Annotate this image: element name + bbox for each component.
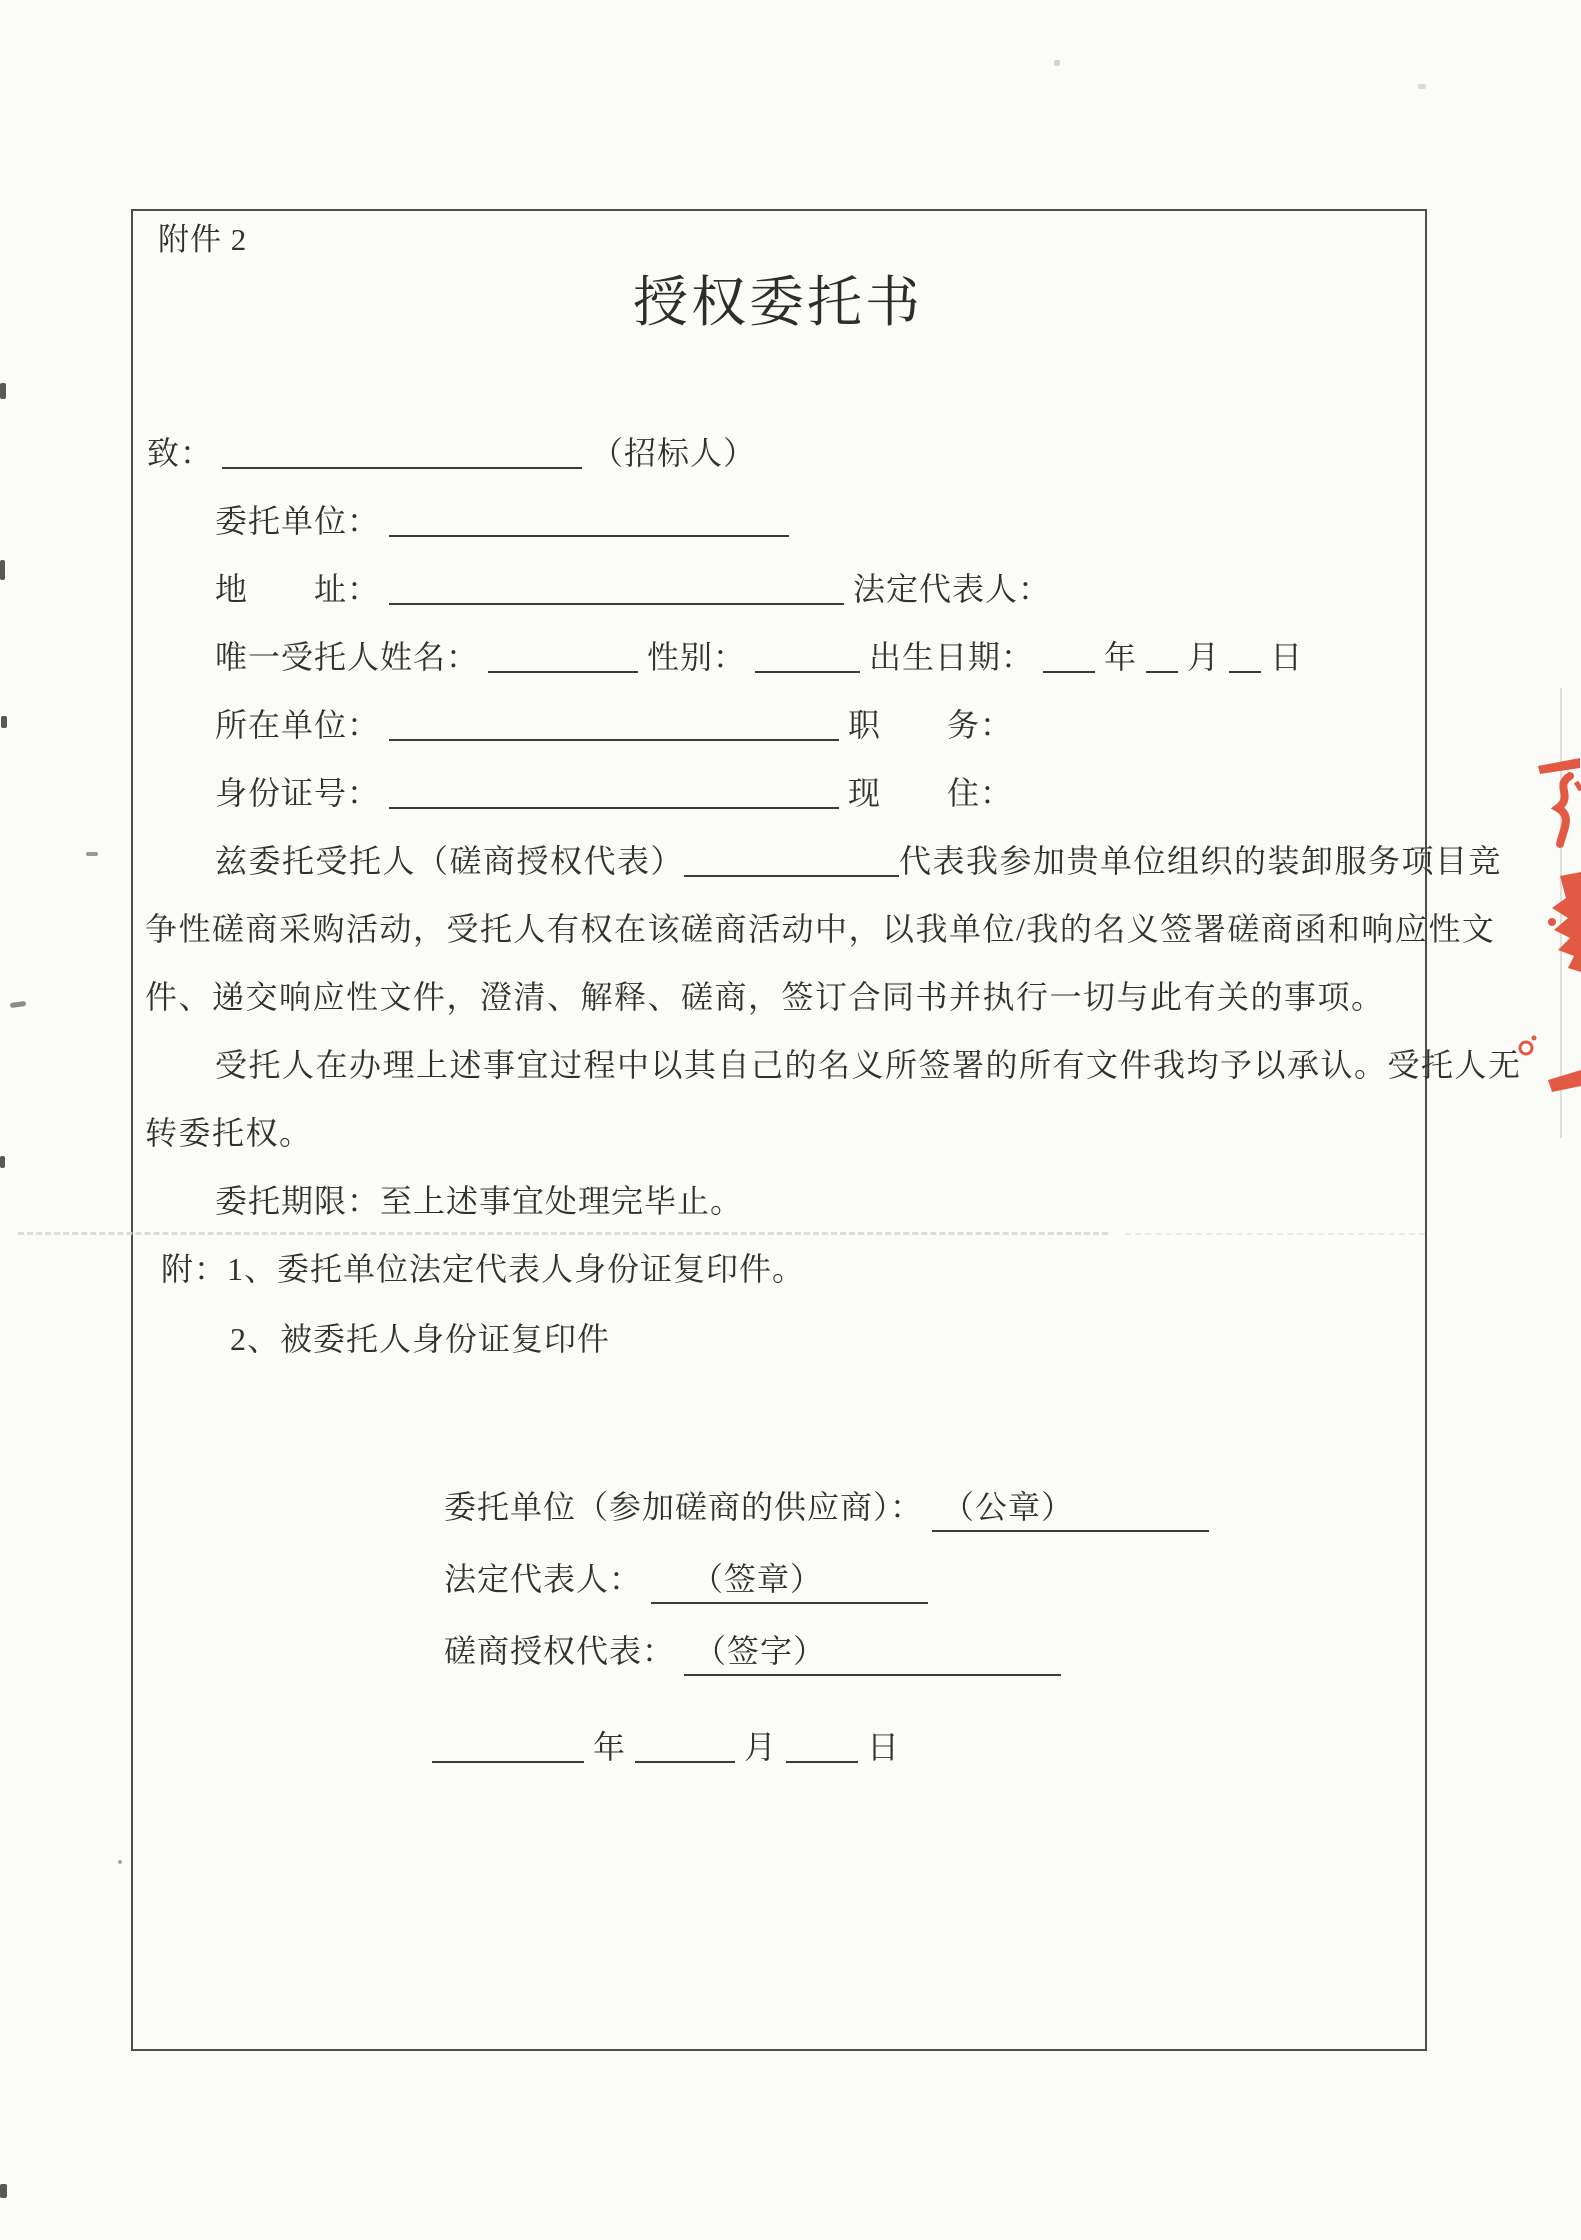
para1-line3: 件、递交响应性文件，澄清、解释、磋商，签订合同书并执行一切与此有关的事项。 [145,979,1385,1015]
agent-sign-hint: （签字） [694,1633,827,1669]
position-label: 职 务： [848,707,1014,743]
entrust-unit-label: 委托单位： [215,503,381,539]
signature-agent-row [444,1626,1061,1676]
para1-line2: 争性磋商采购活动，受托人有权在该磋商活动中，以我单位/我的名义签署磋商函和响应性文 [145,911,1496,947]
signature-date-row [432,1722,900,1768]
work-unit-label: 所在单位： [215,707,381,743]
trustee-name-label: 唯一受托人姓名： [215,639,480,675]
birth-year-blank-field [1043,639,1095,673]
month-char: 月 [1187,639,1221,675]
day-char: 日 [867,1729,901,1765]
trustee-row [215,632,1303,678]
attachment-item-1: 附：1、委托单位法定代表人身份证复印件。 [161,1251,806,1287]
scan-speck [0,1156,5,1168]
id-number-row [215,768,1013,814]
para2-line1 [145,1040,1522,1086]
entrust-unit-row [215,496,789,542]
scan-artifact-horizontal-line [18,1232,1108,1235]
address-label: 地 址： [215,571,381,607]
scan-artifact-horizontal-line-faint [1125,1233,1425,1235]
signature-legal-rep-label: 法定代表人： [444,1561,643,1597]
scan-speck [0,2184,7,2198]
scan-speck [10,1001,27,1008]
signature-legal-rep-row [444,1554,928,1604]
signature-unit-label: 委托单位（参加磋商的供应商）： [444,1489,924,1525]
para1-line1 [145,836,1502,882]
para1-post-text: 代表我参加贵单位组织的装卸服务项目竞 [899,843,1503,879]
para1-pre-text: 兹委托受托人（磋商授权代表） [215,843,685,879]
month-char: 月 [744,1729,778,1765]
term-line: 委托期限：至上述事宜处理完毕止。 [215,1183,744,1219]
birth-date-label: 出生日期： [869,639,1035,675]
signature-agent-label: 磋商授权代表： [444,1633,676,1669]
legal-rep-label: 法定代表人： [853,571,1052,607]
address-row [215,564,1051,610]
date-day-blank-field [786,1729,858,1763]
birth-month-blank-field [1146,639,1178,673]
year-char: 年 [1104,639,1138,675]
red-seal-fragment [1530,752,1581,852]
scan-speck [0,560,5,580]
entrust-unit-blank-field [389,503,789,537]
legal-rep-sign-field [651,1554,928,1604]
signature-unit-row [444,1482,1209,1532]
document-title: 授权委托书 [632,272,923,333]
scan-speck [86,852,98,856]
day-char: 日 [1270,639,1304,675]
id-number-blank-field [389,775,839,809]
red-seal-fragment [1510,1032,1581,1098]
tenderer-hint: （招标人） [591,435,757,471]
company-seal-field [932,1482,1209,1532]
id-number-label: 身份证号： [215,775,381,811]
company-seal-hint: （公章） [942,1489,1075,1525]
scan-speck [0,383,6,399]
document-border [131,209,1427,2051]
gender-label: 性别： [647,639,747,675]
attachment-item-2: 2、被委托人身份证复印件 [230,1321,611,1357]
work-unit-row [215,700,1013,746]
agent-sign-field [684,1626,1061,1676]
address-blank-field [389,571,844,605]
birth-day-blank-field [1229,639,1261,673]
residence-label: 现 住： [848,775,1014,811]
to-label: 致： [147,435,214,471]
scan-speck [1418,84,1426,89]
gender-blank-field [755,639,860,673]
date-month-blank-field [635,1729,735,1763]
scan-speck [1,716,7,728]
to-row [147,428,756,474]
scan-speck [118,1860,122,1864]
legal-rep-sign-hint: （签章） [691,1561,824,1597]
date-year-blank-field [432,1729,584,1763]
para2-line2: 转委托权。 [145,1115,313,1151]
para2-text: 受托人在办理上述事宜过程中以其自己的名义所签署的所有文件我均予以承认。受托人无 [215,1047,1522,1083]
work-unit-blank-field [389,707,839,741]
attachment-label: 附件 2 [158,222,248,257]
trustee-name-blank-field [488,639,638,673]
year-char: 年 [593,1729,627,1765]
scan-speck [1054,60,1060,66]
to-blank-field [222,435,582,469]
agent-name-blank-field [684,843,899,877]
red-seal-fragment [1540,872,1581,972]
